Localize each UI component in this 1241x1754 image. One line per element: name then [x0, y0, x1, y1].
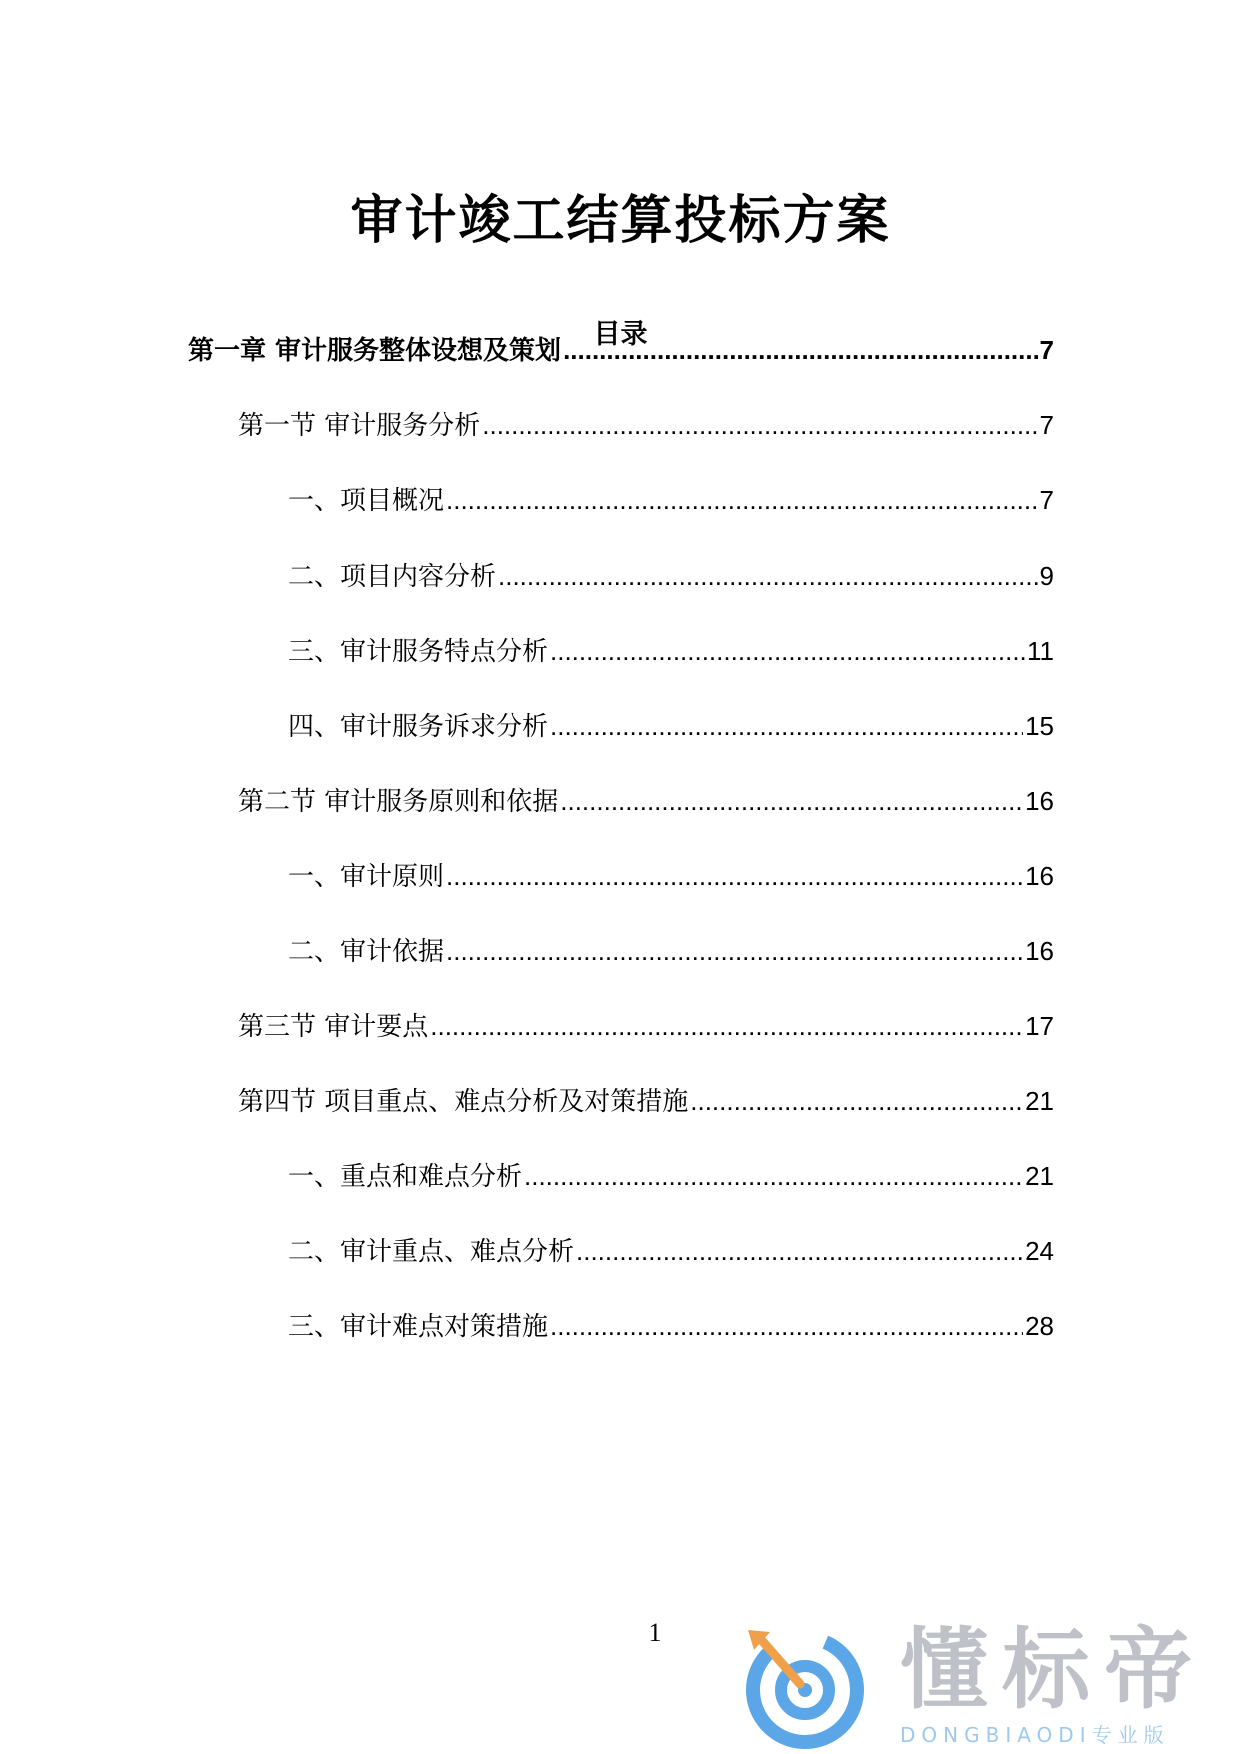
toc-entry-text: 二、审计重点、难点分析 — [288, 1237, 575, 1267]
toc-entry[interactable] — [238, 781, 1054, 821]
toc-entry-page: 21 — [1025, 1161, 1054, 1191]
toc-entry-text: 第一章 审计服务整体设想及策划 — [188, 336, 562, 366]
toc-entry-page: 7 — [1039, 410, 1054, 440]
toc-leader-dots — [446, 931, 1023, 971]
toc-entry[interactable] — [288, 1231, 1054, 1271]
toc-leader-dots — [446, 856, 1023, 896]
toc-leader-dots — [563, 330, 1037, 370]
document-title: 审计竣工结算投标方案 — [350, 191, 891, 251]
toc-heading: 目录 — [593, 319, 648, 350]
toc-entry[interactable] — [288, 480, 1054, 520]
toc-entry-text: 第一节 审计服务分析 — [238, 411, 481, 441]
toc-entry[interactable] — [188, 330, 1054, 370]
toc-entry-page: 21 — [1025, 1086, 1054, 1116]
toc-entry[interactable] — [238, 1006, 1054, 1046]
toc-entry[interactable] — [288, 931, 1054, 971]
toc-entry[interactable] — [288, 1156, 1054, 1196]
toc-entry-text: 三、审计难点对策措施 — [288, 1312, 549, 1342]
toc-leader-dots — [482, 405, 1037, 445]
toc-entry-page: 7 — [1039, 485, 1054, 515]
toc-entry[interactable] — [238, 405, 1054, 445]
toc-entry-text: 三、审计服务特点分析 — [288, 637, 549, 667]
toc-leader-dots — [524, 1156, 1023, 1196]
toc-leader-dots — [550, 1306, 1023, 1346]
toc-entry-page: 17 — [1025, 1011, 1054, 1041]
toc-leader-dots — [560, 781, 1023, 821]
toc-entry-page: 16 — [1025, 861, 1054, 891]
toc-leader-dots — [430, 1006, 1023, 1046]
watermark-subtitle: DONGBIAODI专业版 — [900, 1723, 1170, 1747]
page-number: 1 — [648, 1618, 662, 1647]
toc-entry-text: 第三节 审计要点 — [238, 1012, 429, 1042]
toc-entry-text: 第二节 审计服务原则和依据 — [238, 787, 559, 817]
toc-entry-text: 一、项目概况 — [288, 486, 445, 516]
toc-entry[interactable] — [288, 706, 1054, 746]
toc-entry-page: 15 — [1025, 711, 1054, 741]
toc-entry[interactable] — [288, 556, 1054, 596]
toc-entry-page: 16 — [1025, 936, 1054, 966]
toc-entry-page: 9 — [1039, 561, 1054, 591]
toc-leader-dots — [498, 556, 1038, 596]
toc-entry[interactable] — [238, 1081, 1054, 1121]
toc-entry-page: 16 — [1025, 786, 1054, 816]
watermark — [740, 1620, 1220, 1750]
toc-entry[interactable] — [288, 856, 1054, 896]
toc-leader-dots — [550, 706, 1023, 746]
toc-entry-text: 四、审计服务诉求分析 — [288, 712, 549, 742]
toc-entry-text: 一、重点和难点分析 — [288, 1162, 523, 1192]
toc-leader-dots — [446, 480, 1038, 520]
toc-leader-dots — [690, 1081, 1023, 1121]
target-arrow-icon — [740, 1620, 870, 1750]
toc-leader-dots — [576, 1231, 1023, 1271]
toc-leader-dots — [550, 631, 1025, 671]
toc-entry-page: 11 — [1027, 636, 1054, 666]
toc-entry-text: 二、项目内容分析 — [288, 562, 497, 592]
toc-entry-page: 7 — [1039, 335, 1054, 365]
toc-entry-text: 二、审计依据 — [288, 937, 445, 967]
toc-entry[interactable] — [288, 1306, 1054, 1346]
toc-entry-page: 24 — [1025, 1236, 1054, 1266]
toc-entry-page: 28 — [1025, 1311, 1054, 1341]
toc-entry[interactable] — [288, 631, 1054, 671]
watermark-brand: 懂标帝 — [900, 1618, 1207, 1721]
toc-entry-text: 一、审计原则 — [288, 862, 445, 892]
toc-entry-text: 第四节 项目重点、难点分析及对策措施 — [238, 1087, 689, 1117]
